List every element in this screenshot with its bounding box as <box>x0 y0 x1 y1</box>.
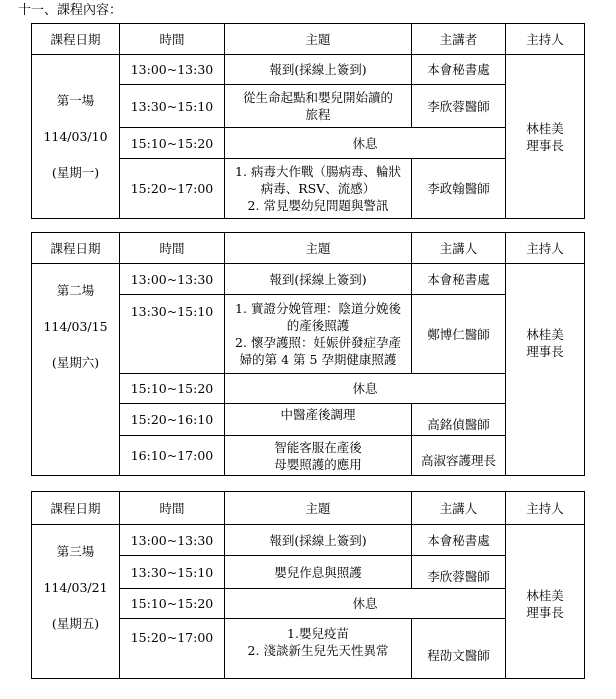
row-topic-break: 休息 <box>225 589 506 619</box>
row-topic: 嬰兒作息與照護 <box>225 556 412 589</box>
host-name: 林桂美 <box>526 120 564 136</box>
row-speaker: 本會秘書處 <box>412 55 506 85</box>
topic-line: 從生命起點和嬰兒開始讀的 <box>242 90 393 105</box>
row-time: 15:20~16:10 <box>120 404 225 436</box>
topic-line: 智能客服在產後 <box>274 439 362 455</box>
session-date-cell <box>32 525 120 679</box>
row-speaker: 高銘偵醫師 <box>412 404 506 436</box>
row-speaker: 高淑容護理長 <box>412 436 506 476</box>
session-table-1 <box>31 23 585 219</box>
topic-line: 病毒、RSV、流感） <box>260 181 376 196</box>
session-table-2 <box>31 232 585 476</box>
header-date: 課程日期 <box>32 24 120 55</box>
row-topic: 報到(採線上簽到) <box>225 525 412 556</box>
row-time: 13:00~13:30 <box>120 55 225 85</box>
row-speaker: 本會秘書處 <box>412 525 506 556</box>
session-weekday: (星期一) <box>51 165 100 180</box>
session-table-3 <box>31 491 585 679</box>
topic-line: 1. 病毒大作戰（腸病毒、輪狀 <box>235 164 401 179</box>
topic-line: 旅程 <box>305 107 331 122</box>
host-title: 理事長 <box>526 605 564 620</box>
row-topic <box>225 619 412 679</box>
session-date-cell <box>32 264 120 476</box>
host-title: 理事長 <box>526 344 564 359</box>
row-topic <box>225 295 412 374</box>
row-time: 16:10~17:00 <box>120 436 225 476</box>
host-title: 理事長 <box>526 137 564 153</box>
row-topic: 報到(採線上簽到) <box>225 264 412 295</box>
header-topic: 主題 <box>225 492 412 525</box>
row-time: 13:30~15:10 <box>120 556 225 589</box>
row-topic-break: 休息 <box>225 128 506 159</box>
row-time: 15:10~15:20 <box>120 589 225 619</box>
row-speaker: 李欣蓉醫師 <box>412 85 506 128</box>
row-speaker: 李政翰醫師 <box>412 159 506 219</box>
session-name: 第二場 <box>56 283 95 298</box>
session-weekday: (星期六) <box>51 355 100 370</box>
host-name: 林桂美 <box>526 588 564 603</box>
header-topic: 主題 <box>225 24 412 55</box>
header-time: 時間 <box>120 233 225 264</box>
topic-line: 2. 懷孕護照：妊娠併發症孕產 <box>235 335 401 350</box>
header-host: 主持人 <box>506 24 585 55</box>
header-speaker: 主講人 <box>412 233 506 264</box>
row-time: 15:20~17:00 <box>120 619 225 679</box>
row-time: 15:20~17:00 <box>120 159 225 219</box>
topic-line: 的產後照護 <box>286 318 350 333</box>
topic-line: 1.嬰兒疫苗 <box>287 626 349 641</box>
host-cell <box>506 264 585 476</box>
session-name: 第三場 <box>56 544 95 559</box>
header-speaker: 主講人 <box>412 492 506 525</box>
topic-line: 母嬰照護的應用 <box>274 456 362 472</box>
row-time: 15:10~15:20 <box>120 374 225 404</box>
session-date: 114/03/15 <box>43 319 108 334</box>
session-weekday: (星期五) <box>51 616 100 631</box>
row-time: 13:30~15:10 <box>120 85 225 128</box>
host-cell <box>506 525 585 679</box>
row-time: 13:00~13:30 <box>120 264 225 295</box>
row-topic: 報到(採線上簽到) <box>225 55 412 85</box>
header-time: 時間 <box>120 492 225 525</box>
session-date: 114/03/10 <box>43 129 108 144</box>
row-time: 13:00~13:30 <box>120 525 225 556</box>
session-date-cell <box>32 55 120 219</box>
row-time: 13:30~15:10 <box>120 295 225 374</box>
row-topic <box>225 85 412 128</box>
header-date: 課程日期 <box>32 492 120 525</box>
header-date: 課程日期 <box>32 233 120 264</box>
header-host: 主持人 <box>506 233 585 264</box>
topic-line: 1. 實證分娩管理：陰道分娩後 <box>235 301 401 316</box>
row-speaker: 鄭博仁醫師 <box>412 295 506 374</box>
row-speaker: 本會秘書處 <box>412 264 506 295</box>
row-speaker: 李欣蓉醫師 <box>412 556 506 589</box>
row-time: 15:10~15:20 <box>120 128 225 159</box>
session-name: 第一場 <box>56 93 95 108</box>
host-name: 林桂美 <box>526 327 564 342</box>
row-speaker: 程劭文醫師 <box>412 619 506 679</box>
row-topic-break: 休息 <box>225 374 506 404</box>
row-topic <box>225 159 412 219</box>
topic-line: 婦的第 4 第 5 孕期健康照護 <box>239 352 397 367</box>
header-speaker: 主講者 <box>412 24 506 55</box>
header-time: 時間 <box>120 24 225 55</box>
session-date: 114/03/21 <box>43 580 108 595</box>
topic-line: 2. 常見嬰幼兒問題與警訊 <box>247 198 389 213</box>
section-heading: 十一、課程內容： <box>18 3 123 18</box>
header-topic: 主題 <box>225 233 412 264</box>
host-cell <box>506 55 585 219</box>
topic-line: 2. 淺談新生兒先天性異常 <box>247 643 389 658</box>
row-topic: 中醫產後調理 <box>225 404 412 436</box>
row-topic <box>225 436 412 476</box>
header-host: 主持人 <box>506 492 585 525</box>
